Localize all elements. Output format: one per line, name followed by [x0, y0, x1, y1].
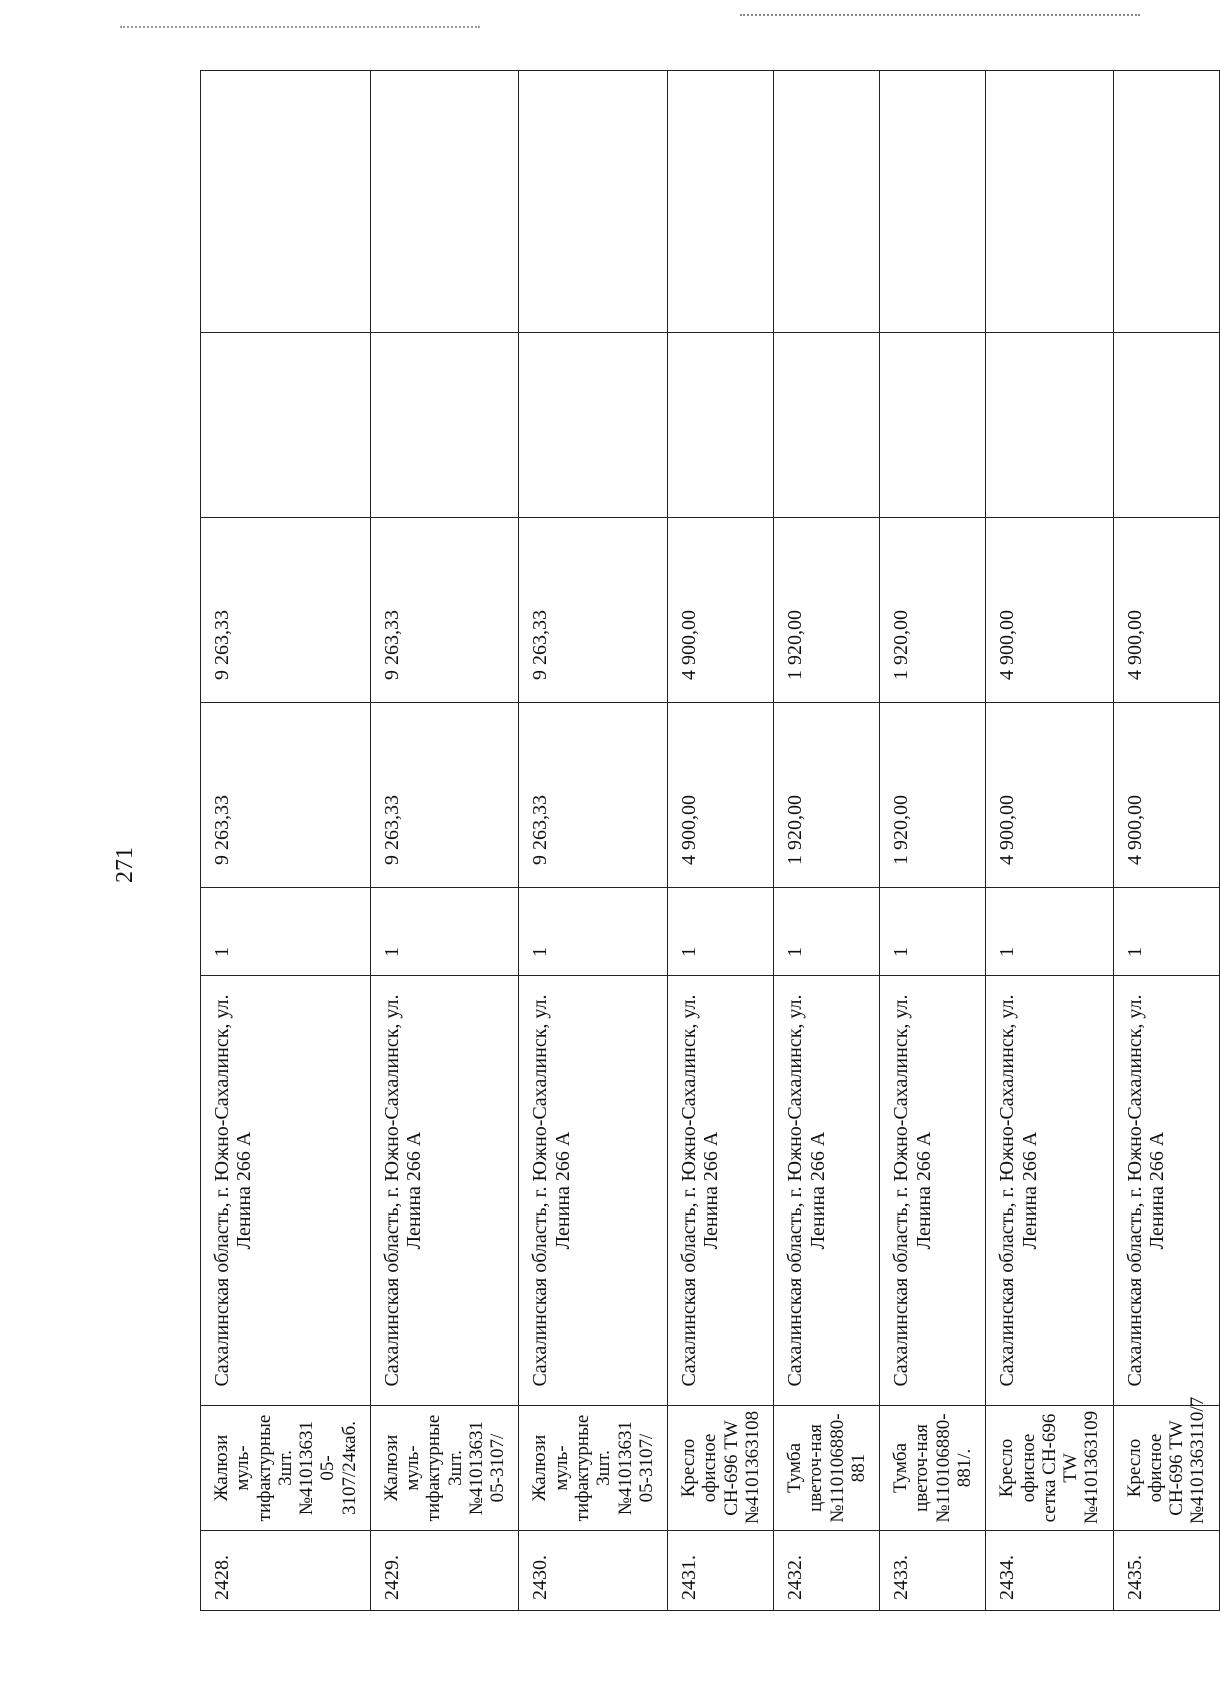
empty-cell	[986, 333, 1113, 518]
empty-cell	[1113, 71, 1219, 333]
table-row	[774, 71, 880, 1611]
empty-cell	[774, 71, 880, 333]
empty-cell	[370, 71, 519, 333]
item-value-1: 4 900,00	[1113, 703, 1219, 888]
item-address: Сахалинская область, г. Южно-Сахалинск, ул. Ленина 266 А	[370, 976, 519, 1406]
empty-cell	[201, 333, 371, 518]
item-name: Жалюзи муль-тифактурные 3шт.№41013631 05-3107/	[370, 1406, 519, 1531]
item-value-1: 4 900,00	[986, 703, 1113, 888]
item-name: Кресло офисное сетка СН-696 TW №4101363109	[986, 1406, 1113, 1531]
item-value-2: 1 920,00	[880, 518, 986, 703]
empty-cell	[519, 71, 668, 333]
item-address: Сахалинская область, г. Южно-Сахалинск, ул. Ленина 266 А	[201, 976, 371, 1406]
table-row	[1113, 71, 1219, 1611]
row-number: 2434.	[986, 1531, 1113, 1611]
item-value-1: 1 920,00	[880, 703, 986, 888]
item-value-1: 9 263,33	[370, 703, 519, 888]
table-row	[668, 71, 774, 1611]
row-number: 2431.	[668, 1531, 774, 1611]
item-quantity: 1	[519, 888, 668, 976]
item-quantity: 1	[201, 888, 371, 976]
item-address: Сахалинская область, г. Южно-Сахалинск, ул. Ленина 266 А	[774, 976, 880, 1406]
item-address: Сахалинская область, г. Южно-Сахалинск, ул. Ленина 266 А	[880, 976, 986, 1406]
empty-cell	[668, 333, 774, 518]
table-row	[370, 71, 519, 1611]
item-value-2: 9 263,33	[201, 518, 371, 703]
item-address: Сахалинская область, г. Южно-Сахалинск, ул. Ленина 266 А	[1113, 976, 1219, 1406]
item-quantity: 1	[986, 888, 1113, 976]
empty-cell	[880, 333, 986, 518]
item-name: Жалюзи муль-тифактурные 3шт.№41013631 05-3107/24каб.	[201, 1406, 371, 1531]
item-value-2: 9 263,33	[519, 518, 668, 703]
empty-cell	[774, 333, 880, 518]
row-number: 2432.	[774, 1531, 880, 1611]
item-quantity: 1	[880, 888, 986, 976]
item-value-2: 4 900,00	[1113, 518, 1219, 703]
row-number: 2433.	[880, 1531, 986, 1611]
item-name: Тумба цветоч-ная №110106880-881	[774, 1406, 880, 1531]
row-number: 2430.	[519, 1531, 668, 1611]
table-row	[880, 71, 986, 1611]
empty-cell	[880, 71, 986, 333]
page-number: 271	[112, 847, 138, 883]
item-value-1: 4 900,00	[668, 703, 774, 888]
item-quantity: 1	[774, 888, 880, 976]
item-value-2: 1 920,00	[774, 518, 880, 703]
empty-cell	[668, 71, 774, 333]
empty-cell	[201, 71, 371, 333]
table-row	[986, 71, 1113, 1611]
row-number: 2429.	[370, 1531, 519, 1611]
empty-cell	[1113, 333, 1219, 518]
item-name: Жалюзи муль-тифактурные 3шт.№41013631 05-3107/	[519, 1406, 668, 1531]
inventory-table-rotated	[200, 71, 1209, 1611]
item-value-2: 4 900,00	[986, 518, 1113, 703]
item-address: Сахалинская область, г. Южно-Сахалинск, ул. Ленина 266 А	[986, 976, 1113, 1406]
table-row	[201, 71, 371, 1611]
item-value-1: 9 263,33	[201, 703, 371, 888]
table-row	[519, 71, 668, 1611]
row-number: 2428.	[201, 1531, 371, 1611]
scan-artifact	[120, 26, 480, 36]
item-quantity: 1	[668, 888, 774, 976]
empty-cell	[986, 71, 1113, 333]
item-address: Сахалинская область, г. Южно-Сахалинск, ул. Ленина 266 А	[519, 976, 668, 1406]
row-number: 2435.	[1113, 1531, 1219, 1611]
empty-cell	[519, 333, 668, 518]
scan-artifact	[740, 14, 1140, 24]
item-value-2: 4 900,00	[668, 518, 774, 703]
item-name: Кресло офисное СН-696 TW №4101363108	[668, 1406, 774, 1531]
item-quantity: 1	[1113, 888, 1219, 976]
item-quantity: 1	[370, 888, 519, 976]
item-name: Тумба цветоч-ная №110106880-881/.	[880, 1406, 986, 1531]
inventory-table	[200, 70, 1220, 1611]
item-name: Кресло офисное СН-696 TW №4101363110/7	[1113, 1406, 1219, 1531]
item-address: Сахалинская область, г. Южно-Сахалинск, ул. Ленина 266 А	[668, 976, 774, 1406]
item-value-2: 9 263,33	[370, 518, 519, 703]
empty-cell	[370, 333, 519, 518]
item-value-1: 1 920,00	[774, 703, 880, 888]
item-value-1: 9 263,33	[519, 703, 668, 888]
